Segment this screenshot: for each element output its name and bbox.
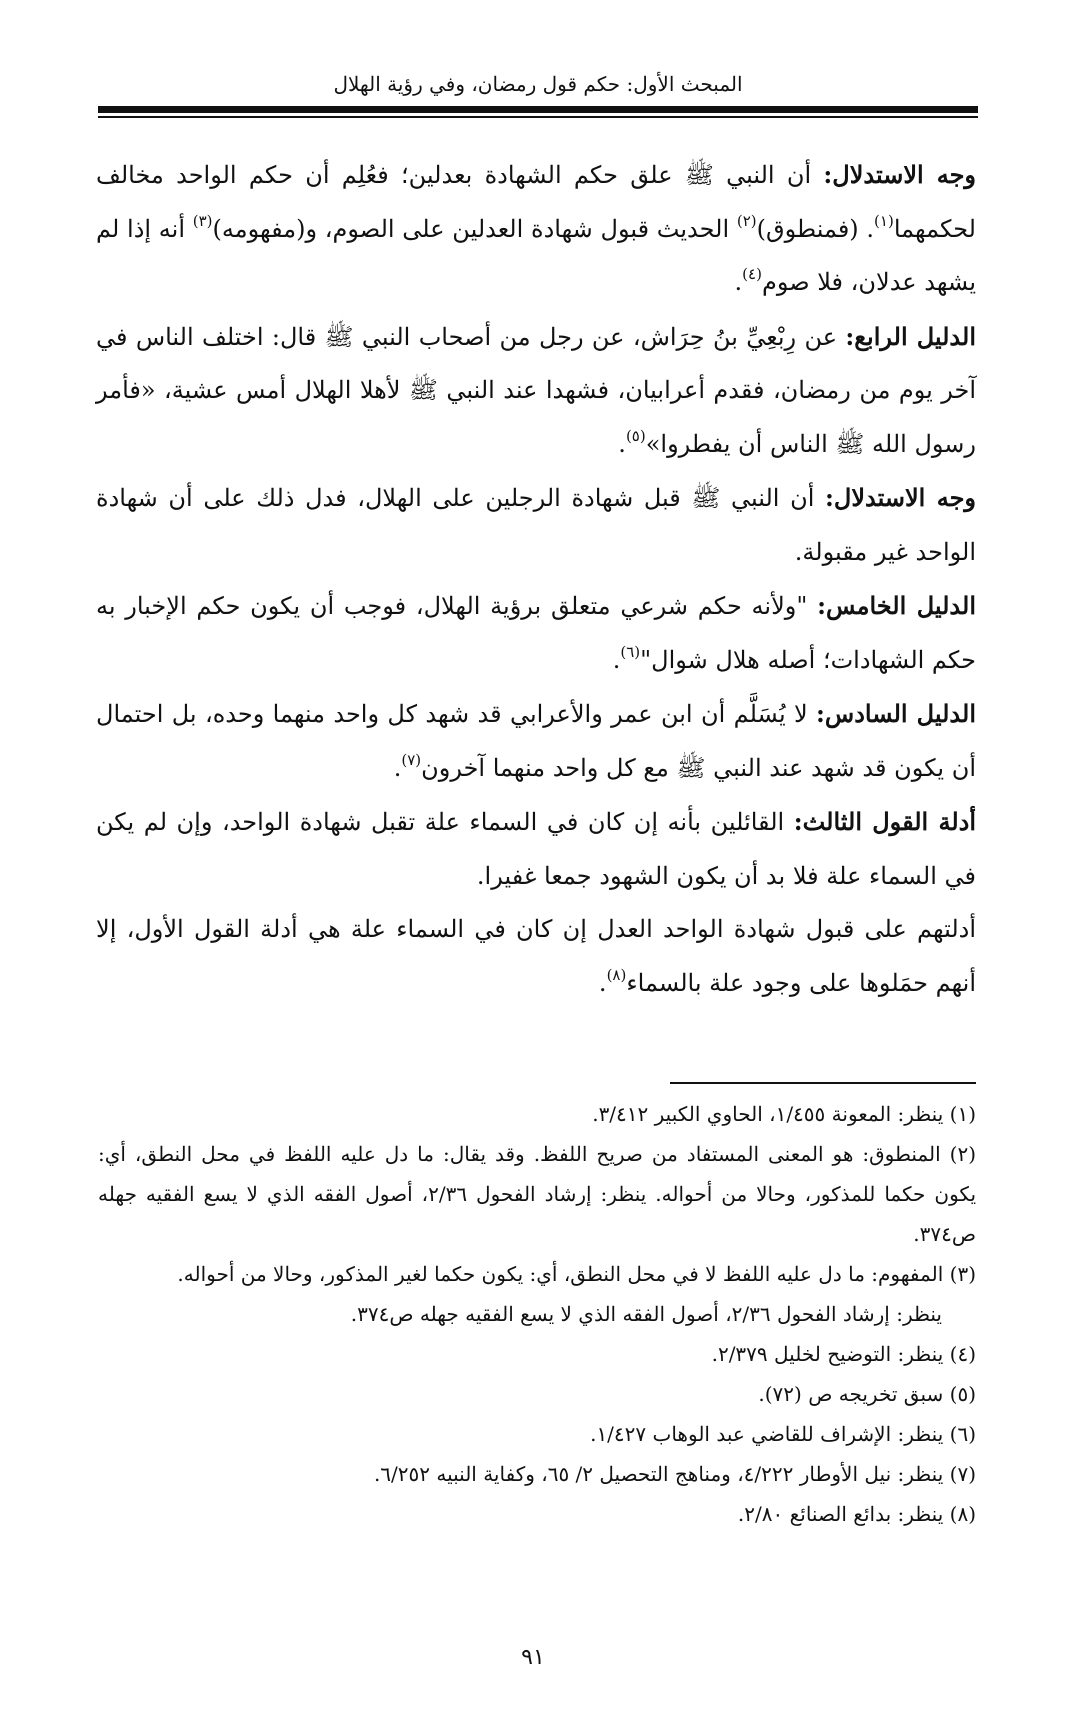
paragraph-istidlal-2 [96,471,976,579]
paragraph-text: عن رِبْعِيِّ بنُ حِرَاش، عن رجل من أصحاب النبي ﷺ قال: اختلف الناس في آخر يوم من رمضان، فقدم أعرابيان، فشهدا عند النبي ﷺ لأهلا الهلال أمس عشية، «فأمر رسول الله ﷺ الناس أن يفطروا» [96,322,976,458]
main-text [96,148,976,1010]
paragraph-text: "ولأنه حكم شرعي متعلق برؤية الهلال، فوجب أن يكون حكم الإخبار به حكم الشهادات؛ أصله هلال شوال" [96,592,976,674]
footnote-separator [670,1082,976,1084]
paragraph-lead: الدليل الرابع: [845,321,977,351]
paragraph-lead: الدليل الخامس: [817,591,977,620]
footnote-1: (١) ينظر: المعونة ١/٤٥٥، الحاوي الكبير ٣/٤١٢. [592,1102,976,1126]
paragraph-text: . [734,268,743,296]
paragraph-text: . (فمنطوق) [756,214,875,243]
paragraph-text: لا يُسَلَّم أن ابن عمر والأعرابي قد شهد كل واحد منهما وحده، بل احتمال أن يكون قد شهد عند النبي ﷺ مع كل واحد منهما آخرون [96,700,976,782]
footnote-8: (٨) ينظر: بدائع الصنائع ٢/٨٠. [737,1502,976,1526]
footnote-ref[interactable]: (١) [874,211,894,230]
footnote-4: (٤) ينظر: التوضيح لخليل ٢/٣٧٩. [711,1342,976,1366]
paragraph-lead: أدلة القول الثالث: [793,807,976,836]
footnote-ref[interactable]: (٦) [620,642,641,661]
footnote-ref[interactable]: (٥) [625,426,646,445]
paragraph-text: القائلين بأنه إن كان في السماء علة تقبل شهادة الواحد، وإن لم يكن في السماء علة فلا بد أن يكون الشهود جمعا غفيرا. [96,808,976,890]
paragraph-third-opinion-evidence [96,903,976,1010]
footnote-7: (٧) ينظر: نيل الأوطار ٤/٢٢٢، ومناهج التحصيل ٢/ ٦٥، وكفاية النبيه ٦/٢٥٢. [373,1462,976,1486]
header-rule-thin [98,116,978,118]
paragraph-text: أدلتهم على قبول شهادة الواحد العدل إن كان في السماء علة هي أدلة القول الأول، إلا أنهم حمَلوها على وجود علة بالسماء [96,915,976,997]
paragraph-text: . [612,645,621,674]
paragraph-text: . [393,753,402,782]
paragraph-dalil-4 [96,310,976,472]
footnote-ref[interactable]: (٤) [742,265,762,283]
footnotes [98,1094,976,1534]
paragraph-istidlal-1 [96,148,976,310]
paragraph-third-opinion [96,795,976,903]
paragraph-text: أنه إذا لم يشهد عدلان، فلا صوم [96,214,976,296]
paragraph-lead: الدليل السادس: [816,699,976,728]
paragraph-text: . [598,968,607,997]
running-header: المبحث الأول: حكم قول رمضان، وفي رؤية الهلال [333,72,743,96]
footnote-ref[interactable]: (٢) [736,211,757,230]
paragraph-dalil-5 [96,579,976,687]
paragraph-text: أن النبي ﷺ علق حكم الشهادة بعدلين؛ فعُلِم أن حكم الواحد مخالف لحكمهما [96,161,976,243]
footnote-6: (٦) ينظر: الإشراف للقاضي عبد الوهاب ١/٤٢٧. [590,1422,976,1446]
footnote-5: (٥) سبق تخريجه ص (٧٢). [758,1382,976,1406]
paragraph-lead: وجه الاستدلال: [825,483,976,512]
paragraph-text: أن النبي ﷺ قبل شهادة الرجلين على الهلال، فدل ذلك على أن شهادة الواحد غير مقبولة. [96,484,976,566]
footnote-2: (٢) المنطوق: هو المعنى المستفاد من صريح اللفظ. وقد يقال: ما دل عليه اللفظ في محل النطق، أي: يكون حكما للمذكور، وحالا من أحواله. ينظر: إرشاد الفحول ٢/٣٦، أصول الفقه الذي لا يسع الفقيه جهله ص٣٧٤. [98,1142,977,1246]
footnote-ref[interactable]: (٧) [401,750,422,769]
paragraph-lead: وجه الاستدلال: [823,160,976,189]
paragraph-text: الحديث قبول شهادة العدلين على الصوم، و(مفهومه) [212,214,737,243]
page-number: ٩١ [521,1645,545,1670]
footnote-3-continuation: ينظر: إرشاد الفحول ٢/٣٦، أصول الفقه الذي لا يسع الفقيه جهله ص٣٧٤. [350,1302,942,1326]
footnote-ref[interactable]: (٣) [192,211,213,230]
paragraph-dalil-6 [96,687,976,795]
footnote-3: (٣) المفهوم: ما دل عليه اللفظ لا في محل النطق، أي: يكون حكما لغير المذكور، وحالا من أحواله. [177,1262,976,1286]
paragraph-text: . [618,429,626,458]
header-rule-thick [98,106,978,113]
footnote-ref[interactable]: (٨) [606,965,627,984]
